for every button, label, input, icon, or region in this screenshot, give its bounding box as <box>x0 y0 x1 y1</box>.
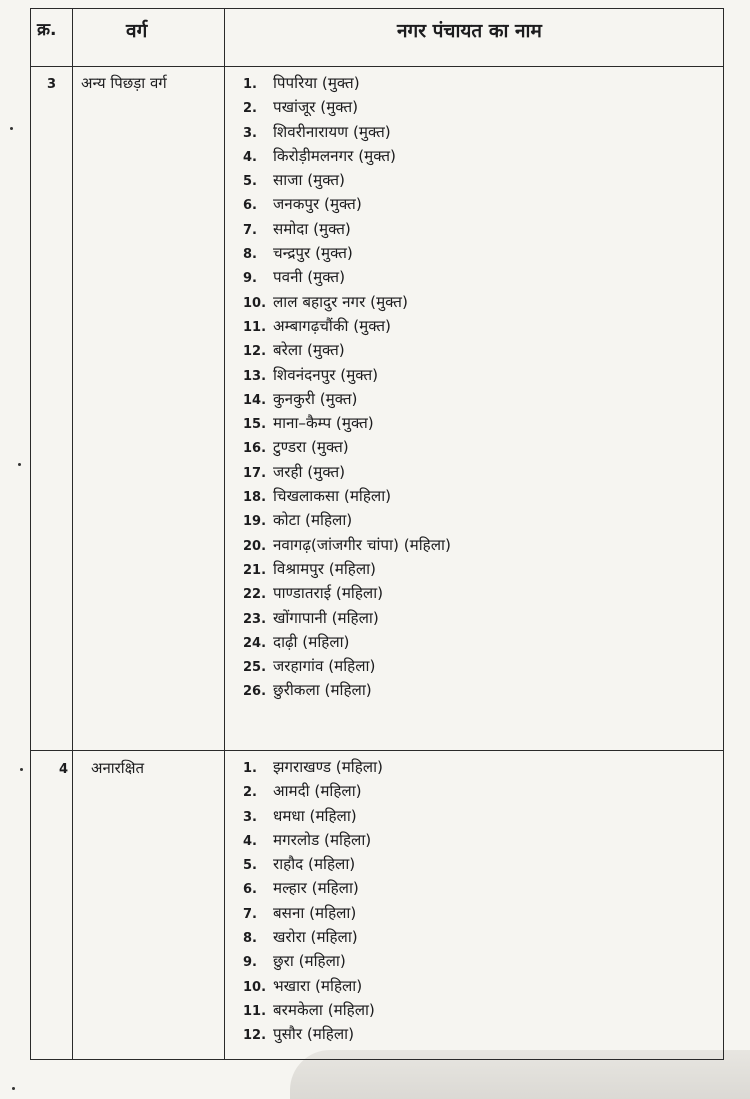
header-divider <box>31 66 723 67</box>
list-item <box>243 508 713 532</box>
item-name: जरही (मुक्त) <box>273 462 346 481</box>
section-category: अनारक्षित <box>91 759 144 777</box>
item-number: 24. <box>243 635 267 651</box>
section-serial: 3 <box>47 77 57 92</box>
section-list <box>243 755 713 1047</box>
item-name: झगराखण्ड (महिला) <box>273 758 383 776</box>
item-number: 16. <box>243 441 267 457</box>
item-number: 6. <box>243 882 257 898</box>
list-item <box>243 387 713 411</box>
margin-dot <box>10 127 13 130</box>
item-number: 5. <box>243 174 257 190</box>
item-number: 10. <box>243 295 267 311</box>
item-number: 21. <box>243 562 267 578</box>
item-name: कोटा (महिला) <box>273 511 353 530</box>
margin-dot <box>20 768 23 771</box>
item-name: टुण्डरा (मुक्त) <box>273 438 349 457</box>
list-item <box>243 120 713 144</box>
item-number: 1. <box>243 77 257 92</box>
item-name: राहौद (महिला) <box>273 855 356 874</box>
item-name: पिपरिया (मुक्त) <box>273 74 360 92</box>
list-item <box>243 217 713 241</box>
item-number: 14. <box>243 392 267 408</box>
list-item <box>243 804 713 828</box>
item-name: पुसौर (महिला) <box>273 1025 355 1044</box>
list-item <box>243 876 713 900</box>
section-divider <box>31 750 723 751</box>
item-number: 11. <box>243 319 267 335</box>
item-name: शिवनंदनपुर (मुक्त) <box>273 365 379 384</box>
list-item <box>243 949 713 973</box>
item-name: खरोरा (महिला) <box>273 928 358 947</box>
list-item <box>243 630 713 654</box>
list-item <box>243 363 713 387</box>
item-name: छुरा (महिला) <box>273 952 346 971</box>
column-divider <box>224 9 225 1059</box>
item-number: 6. <box>243 198 257 214</box>
header-category: वर्ग <box>126 20 148 42</box>
item-name: साजा (मुक्त) <box>273 171 345 190</box>
list-item <box>243 779 713 803</box>
item-number: 2. <box>243 785 257 801</box>
list-item <box>243 852 713 876</box>
item-name: पवनी (मुक्त) <box>273 268 345 287</box>
item-name: पाण्डातराई (महिला) <box>273 584 384 603</box>
item-name: मल्हार (महिला) <box>273 879 359 898</box>
item-number: 23. <box>243 611 267 627</box>
item-name: शिवरीनारायण (मुक्त) <box>273 122 391 141</box>
item-number: 13. <box>243 368 267 384</box>
list-item <box>243 828 713 852</box>
item-name: बसना (महिला) <box>273 903 357 922</box>
list-item <box>243 755 713 779</box>
item-number: 12. <box>243 344 267 360</box>
list-item <box>243 484 713 508</box>
reservation-table <box>30 8 724 1060</box>
item-name: किरोड़ीमलनगर (मुक्त) <box>273 146 396 165</box>
item-name: माना–कैम्प (मुक्त) <box>273 414 374 433</box>
item-name: नवागढ़(जांजगीर चांपा) (महिला) <box>273 535 451 554</box>
item-number: 8. <box>243 931 257 947</box>
item-name: मगरलोड (महिला) <box>273 830 372 849</box>
item-number: 9. <box>243 271 257 287</box>
list-item <box>243 533 713 557</box>
item-number: 3. <box>243 125 257 141</box>
list-item <box>243 71 713 95</box>
item-number: 12. <box>243 1028 267 1044</box>
item-name: जनकपुर (मुक्त) <box>273 195 362 214</box>
item-name: जरहागांव (महिला) <box>273 657 376 676</box>
item-number: 7. <box>243 222 257 238</box>
item-name: भखारा (महिला) <box>273 976 363 995</box>
item-number: 20. <box>243 538 267 554</box>
list-item <box>243 338 713 362</box>
list-item <box>243 581 713 605</box>
item-number: 2. <box>243 101 257 117</box>
list-item <box>243 606 713 630</box>
section-category: अन्य पिछड़ा वर्ग <box>81 74 167 92</box>
item-name: बरेला (मुक्त) <box>273 341 345 360</box>
list-item <box>243 901 713 925</box>
column-divider <box>72 9 73 1059</box>
list-item <box>243 265 713 289</box>
item-number: 26. <box>243 684 267 700</box>
item-number: 1. <box>243 761 257 776</box>
section-list <box>243 71 713 703</box>
list-item <box>243 314 713 338</box>
item-name: चन्द्रपुर (मुक्त) <box>273 244 353 263</box>
list-item <box>243 95 713 119</box>
item-name: बरमकेला (महिला) <box>273 1000 375 1019</box>
list-item <box>243 925 713 949</box>
item-number: 17. <box>243 465 267 481</box>
list-item <box>243 678 713 702</box>
item-name: दाढ़ी (महिला) <box>273 632 350 651</box>
item-name: लाल बहादुर नगर (मुक्त) <box>273 292 408 311</box>
item-number: 15. <box>243 417 267 433</box>
list-item <box>243 241 713 265</box>
item-number: 4. <box>243 149 257 165</box>
list-item <box>243 974 713 998</box>
list-item <box>243 411 713 435</box>
margin-dot <box>12 1087 15 1090</box>
item-number: 19. <box>243 514 267 530</box>
item-name: छुरीकला (महिला) <box>273 681 372 700</box>
section-serial: 4 <box>59 762 69 777</box>
item-name: विश्रामपुर (महिला) <box>273 559 376 578</box>
list-item <box>243 654 713 678</box>
list-item <box>243 557 713 581</box>
item-number: 8. <box>243 247 257 263</box>
list-item <box>243 1022 713 1046</box>
item-number: 4. <box>243 833 257 849</box>
list-item <box>243 435 713 459</box>
list-item <box>243 290 713 314</box>
item-name: समोदा (मुक्त) <box>273 219 351 238</box>
list-item <box>243 168 713 192</box>
header-name: नगर पंचायत का नाम <box>397 20 542 42</box>
item-name: अम्बागढ़चौंकी (मुक्त) <box>273 316 391 335</box>
item-number: 18. <box>243 490 267 506</box>
item-name: कुनकुरी (मुक्त) <box>273 389 358 408</box>
item-number: 11. <box>243 1003 267 1019</box>
item-name: धमधा (महिला) <box>273 806 357 825</box>
item-name: पखांजूर (मुक्त) <box>273 98 359 117</box>
item-number: 7. <box>243 906 257 922</box>
item-number: 5. <box>243 858 257 874</box>
list-item <box>243 192 713 216</box>
list-item <box>243 460 713 484</box>
item-number: 25. <box>243 660 267 676</box>
item-number: 9. <box>243 955 257 971</box>
item-name: आमदी (महिला) <box>273 782 362 801</box>
item-name: चिखलाकसा (महिला) <box>273 487 392 506</box>
list-item <box>243 998 713 1022</box>
margin-dot <box>18 463 21 466</box>
item-name: खोंगापानी (महिला) <box>273 608 379 627</box>
header-serial: क्र. <box>37 20 57 40</box>
item-number: 3. <box>243 809 257 825</box>
item-number: 10. <box>243 979 267 995</box>
list-item <box>243 144 713 168</box>
item-number: 22. <box>243 587 267 603</box>
